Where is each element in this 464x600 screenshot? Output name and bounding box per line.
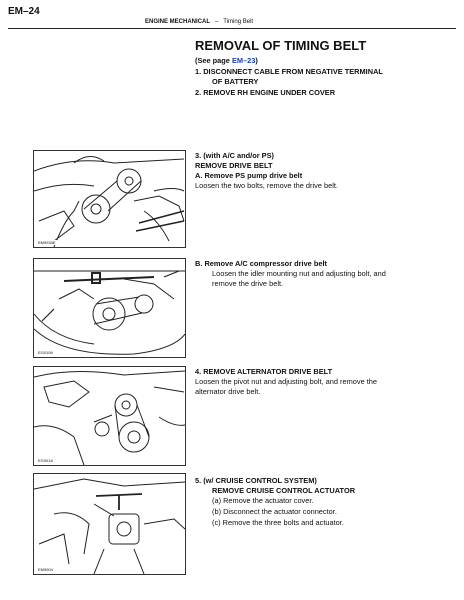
topic-name: Timing Belt bbox=[223, 19, 254, 25]
running-header bbox=[145, 19, 253, 25]
step3b-line2: remove the drive belt. bbox=[212, 279, 284, 288]
page-title: REMOVAL OF TIMING BELT bbox=[195, 38, 367, 53]
see-page-prefix: (See page bbox=[195, 56, 232, 65]
ps-pump-illustration bbox=[34, 151, 185, 247]
step1-line1: 1. DISCONNECT CABLE FROM NEGATIVE TERMINAL bbox=[195, 67, 383, 76]
header-rule bbox=[8, 28, 456, 29]
figure-id-3: EG0018 bbox=[38, 458, 53, 463]
step3-title: REMOVE DRIVE BELT bbox=[195, 161, 273, 170]
step2: 2. REMOVE RH ENGINE UNDER COVER bbox=[195, 88, 336, 97]
figure-cruise-actuator bbox=[33, 473, 186, 575]
step5-a: (a) Remove the actuator cover. bbox=[212, 496, 314, 505]
figure-id-4: EM9904 bbox=[38, 567, 53, 572]
step5-c: (c) Remove the three bolts and actuator. bbox=[212, 518, 344, 527]
figure-ac-compressor-belt bbox=[33, 258, 186, 358]
figure-id-2: EG0106 bbox=[38, 350, 53, 355]
cruise-actuator-illustration bbox=[34, 474, 185, 574]
step5-b: (b) Disconnect the actuator connector. bbox=[212, 507, 337, 516]
step3b-title: B. Remove A/C compressor drive belt bbox=[195, 259, 327, 268]
ac-compressor-illustration bbox=[34, 259, 185, 357]
header-separator: – bbox=[215, 19, 219, 25]
step3a-title: A. Remove PS pump drive belt bbox=[195, 171, 303, 180]
see-page-link[interactable]: EM–23 bbox=[231, 56, 256, 65]
figure-alternator-belt bbox=[33, 366, 186, 466]
page-id: EM–24 bbox=[8, 6, 40, 17]
figure-ps-pump-belt bbox=[33, 150, 186, 248]
step1-line2: OF BATTERY bbox=[212, 77, 259, 86]
see-page-ref bbox=[195, 56, 258, 65]
step4-line1: Loosen the pivot nut and adjusting bolt, and remove the bbox=[195, 377, 378, 386]
see-page-suffix: ) bbox=[255, 56, 258, 65]
step3a-text: Loosen the two bolts, remove the drive belt. bbox=[195, 181, 338, 190]
step4-line2: alternator drive belt. bbox=[195, 387, 261, 396]
step4-title: 4. REMOVE ALTERNATOR DRIVE BELT bbox=[195, 367, 333, 376]
alternator-illustration bbox=[34, 367, 185, 465]
step3b-line1: Loosen the idler mounting nut and adjusting bolt, and bbox=[212, 269, 386, 278]
step3-condition: 3. (with A/C and/or PS) bbox=[195, 151, 274, 160]
step5-condition: 5. (w/ CRUISE CONTROL SYSTEM) bbox=[195, 476, 317, 485]
step5-title: REMOVE CRUISE CONTROL ACTUATOR bbox=[212, 486, 356, 495]
section-name: ENGINE MECHANICAL bbox=[145, 19, 211, 25]
figure-id-1: EM9934E bbox=[38, 240, 56, 245]
